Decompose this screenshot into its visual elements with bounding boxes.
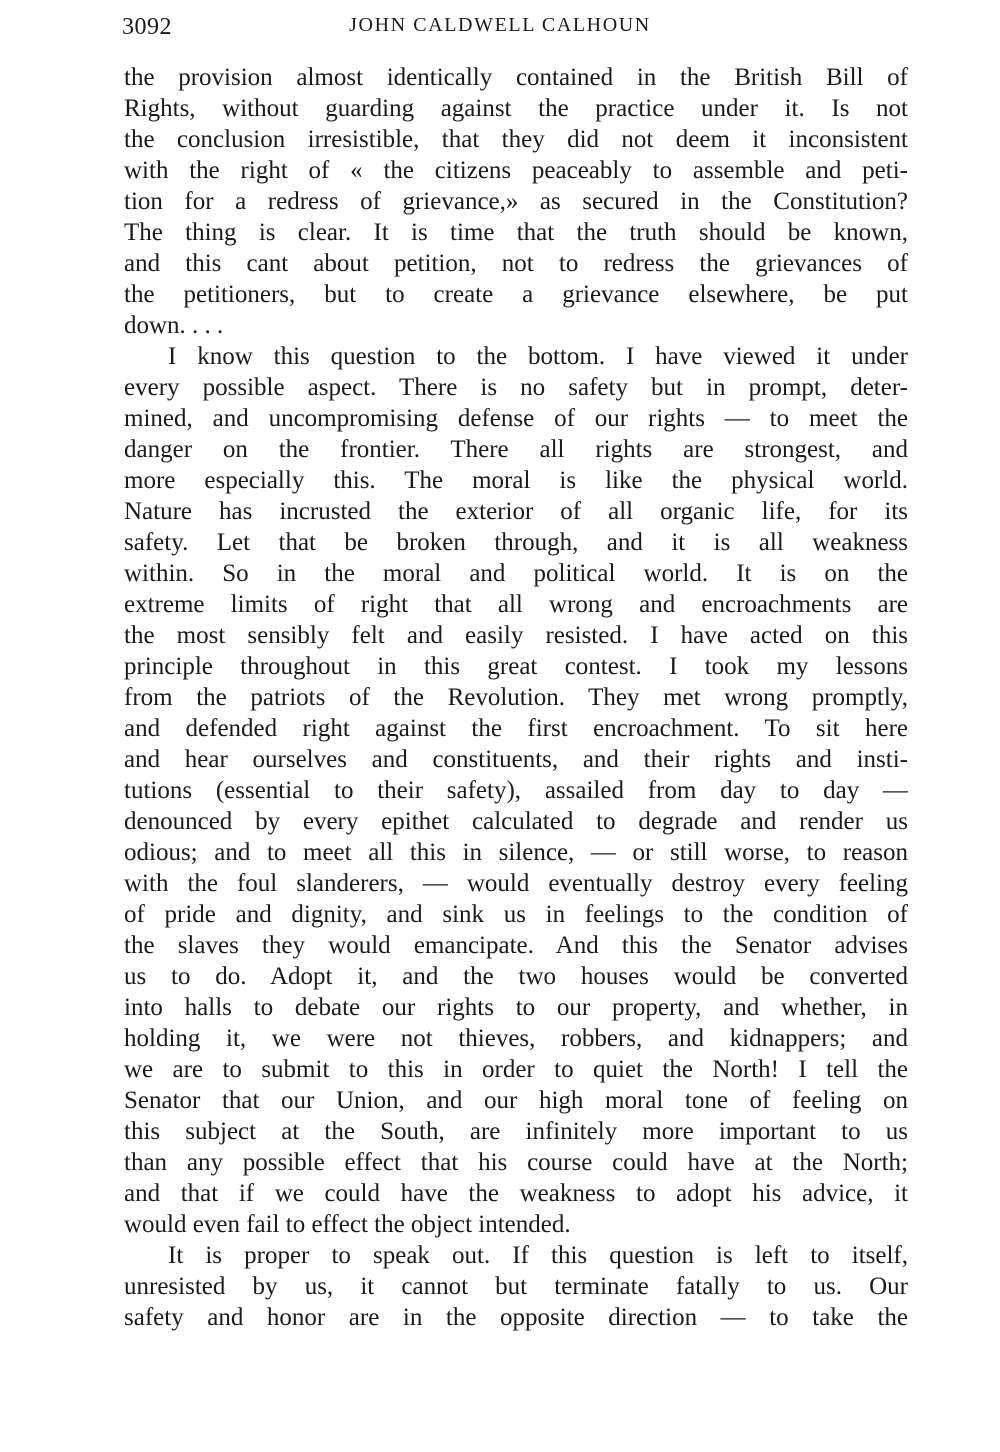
text-line: the provision almost identically contained in the British Bill of (124, 64, 908, 91)
text-line: the conclusion irresistible, that they did not deem it inconsistent (124, 126, 908, 153)
text-line: principle throughout in this great contest. I took my lessons (124, 653, 908, 680)
text-line: within. So in the moral and political world. It is on the (124, 560, 908, 587)
text-line: extreme limits of right that all wrong and encroachments are (124, 591, 908, 618)
text-line: tion for a redress of grievance,» as secured in the Constitution? (124, 188, 908, 215)
text-line: of pride and dignity, and sink us in feelings to the condition of (124, 901, 908, 928)
text-line: the slaves they would emancipate. And this the Senator advises (124, 932, 908, 959)
text-line: I know this question to the bottom. I have viewed it under (168, 343, 908, 370)
text-line: than any possible effect that his course could have at the North; (124, 1149, 908, 1176)
text-line: more especially this. The moral is like the physical world. (124, 467, 908, 494)
text-line: and that if we could have the weakness to adopt his advice, it (124, 1180, 908, 1207)
text-line: we are to submit to this in order to quiet the North! I tell the (124, 1056, 908, 1083)
text-line: unresisted by us, it cannot but terminate fatally to us. Our (124, 1273, 908, 1300)
text-line: us to do. Adopt it, and the two houses would be converted (124, 963, 908, 990)
paragraph (124, 1240, 908, 1333)
text-line: Rights, without guarding against the practice under it. Is not (124, 95, 908, 122)
text-line: The thing is clear. It is time that the truth should be known, (124, 219, 908, 246)
text-line: would even fail to effect the object intended. (124, 1211, 571, 1238)
text-line: odious; and to meet all this in silence, — or still worse, to reason (124, 839, 908, 866)
text-line: holding it, we were not thieves, robbers, and kidnappers; and (124, 1025, 908, 1052)
text-line: mined, and uncompromising defense of our rights — to meet the (124, 405, 908, 432)
text-line: tutions (essential to their safety), assailed from day to day — (124, 777, 908, 804)
text-line: with the foul slanderers, — would eventually destroy every feeling (124, 870, 908, 897)
text-line: this subject at the South, are infinitely more important to us (124, 1118, 908, 1145)
text-line: the most sensibly felt and easily resisted. I have acted on this (124, 622, 908, 649)
page-number: 3092 (122, 14, 172, 40)
text-line: into halls to debate our rights to our property, and whether, in (124, 994, 908, 1021)
text-line: Senator that our Union, and our high moral tone of feeling on (124, 1087, 908, 1114)
running-head: JOHN CALDWELL CALHOUN (349, 14, 651, 36)
text-line: the petitioners, but to create a grievance elsewhere, be put (124, 281, 908, 308)
paragraph (124, 341, 908, 1240)
text-line: danger on the frontier. There all rights are strongest, and (124, 436, 908, 463)
text-line: It is proper to speak out. If this question is left to itself, (168, 1242, 908, 1269)
text-line: and this cant about petition, not to redress the grievances of (124, 250, 908, 277)
text-line: and hear ourselves and constituents, and their rights and insti- (124, 746, 908, 773)
text-line: safety and honor are in the opposite direction — to take the (124, 1304, 908, 1331)
text-line: safety. Let that be broken through, and it is all weakness (124, 529, 908, 556)
text-line: Nature has incrusted the exterior of all organic life, for its (124, 498, 908, 525)
text-line: and defended right against the first encroachment. To sit here (124, 715, 908, 742)
paragraph (124, 62, 908, 341)
body-text (124, 62, 908, 1333)
text-line: every possible aspect. There is no safety but in prompt, deter- (124, 374, 908, 401)
text-line: with the right of « the citizens peaceably to assemble and peti- (124, 157, 908, 184)
text-line: from the patriots of the Revolution. They met wrong promptly, (124, 684, 908, 711)
text-line: down. . . . (124, 312, 224, 339)
text-line: denounced by every epithet calculated to degrade and render us (124, 808, 908, 835)
